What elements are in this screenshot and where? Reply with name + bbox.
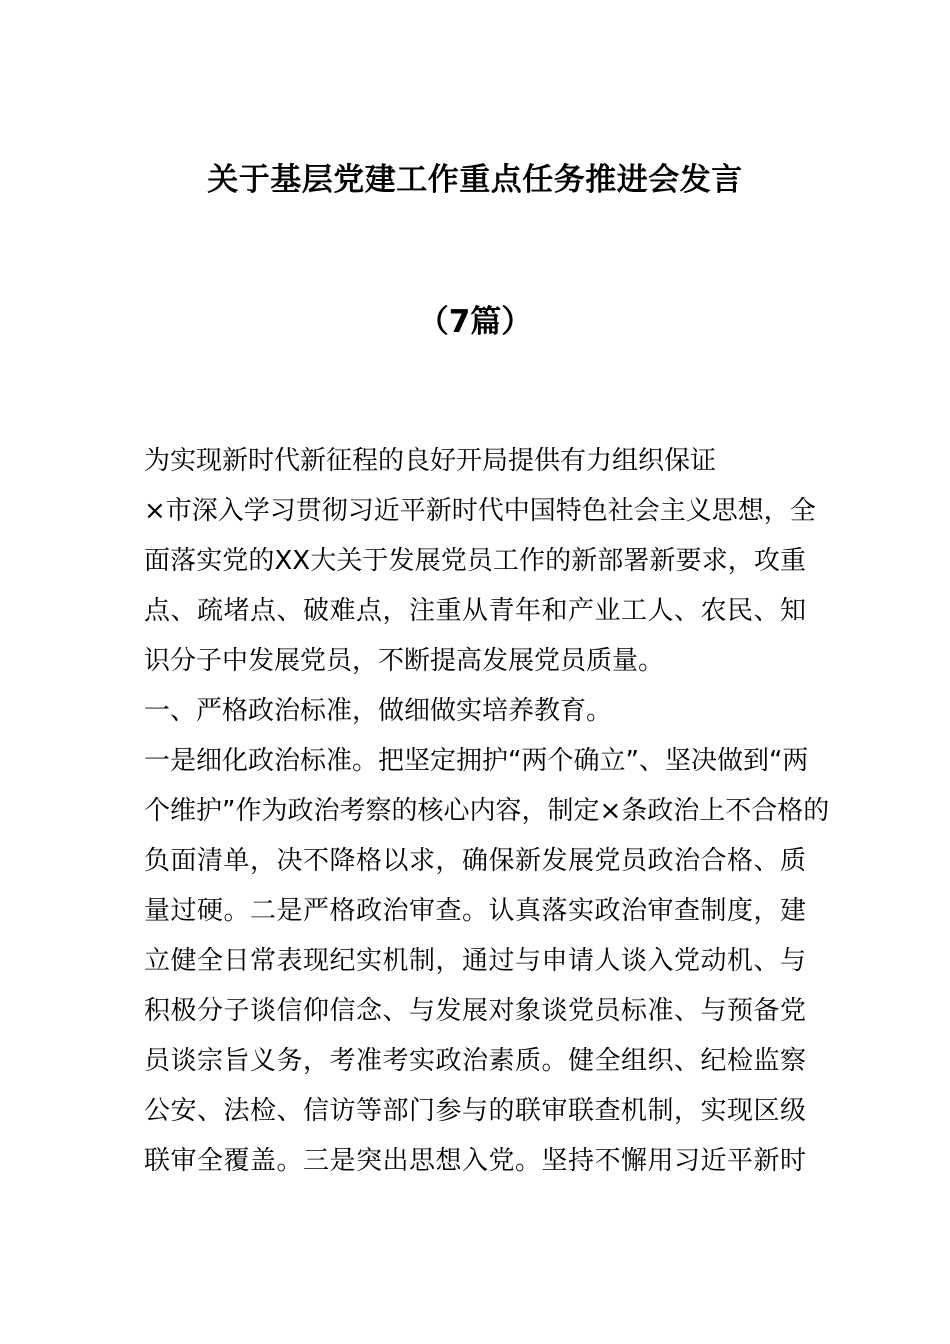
body-line: 员谈宗旨义务，考准考实政治素质。健全组织、纪检监察 bbox=[144, 1046, 806, 1076]
body-line: 面落实党的XX大关于发展党员工作的新部署新要求，攻重 bbox=[144, 546, 806, 576]
body-line: 一是细化政治标准。把坚定拥护“两个确立”、坚决做到“两 bbox=[144, 746, 809, 776]
document-title: 关于基层党建工作重点任务推进会发言 bbox=[207, 162, 743, 198]
body-line: 点、疏堵点、破难点，注重从青年和产业工人、农民、知 bbox=[144, 596, 806, 626]
body-line: 量过硬。二是严格政治审查。认真落实政治审查制度，建 bbox=[144, 896, 806, 926]
document-body bbox=[144, 436, 830, 1186]
body-line: ×市深入学习贯彻习近平新时代中国特色社会主义思想，全 bbox=[144, 496, 816, 526]
body-line: 联审全覆盖。三是突出思想入党。坚持不懈用习近平新时 bbox=[144, 1146, 806, 1176]
body-line: 负面清单，决不降格以求，确保新发展党员政治合格、质 bbox=[144, 846, 806, 876]
body-line: 公安、法检、信访等部门参与的联审联查机制，实现区级 bbox=[144, 1096, 806, 1126]
body-line: 为实现新时代新征程的良好开局提供有力组织保证 bbox=[144, 446, 717, 476]
body-line: 一、严格政治标准，做细做实培养教育。 bbox=[144, 696, 613, 726]
document-subtitle: （7篇） bbox=[417, 304, 533, 340]
body-line: 积极分子谈信仰信念、与发展对象谈党员标准、与预备党 bbox=[144, 996, 806, 1026]
body-line: 识分子中发展党员，不断提高发展党员质量。 bbox=[144, 646, 665, 676]
body-line: 立健全日常表现纪实机制，通过与申请人谈入党动机、与 bbox=[144, 946, 806, 976]
body-line: 个维护”作为政治考察的核心内容，制定×条政治上不合格的 bbox=[144, 796, 830, 826]
